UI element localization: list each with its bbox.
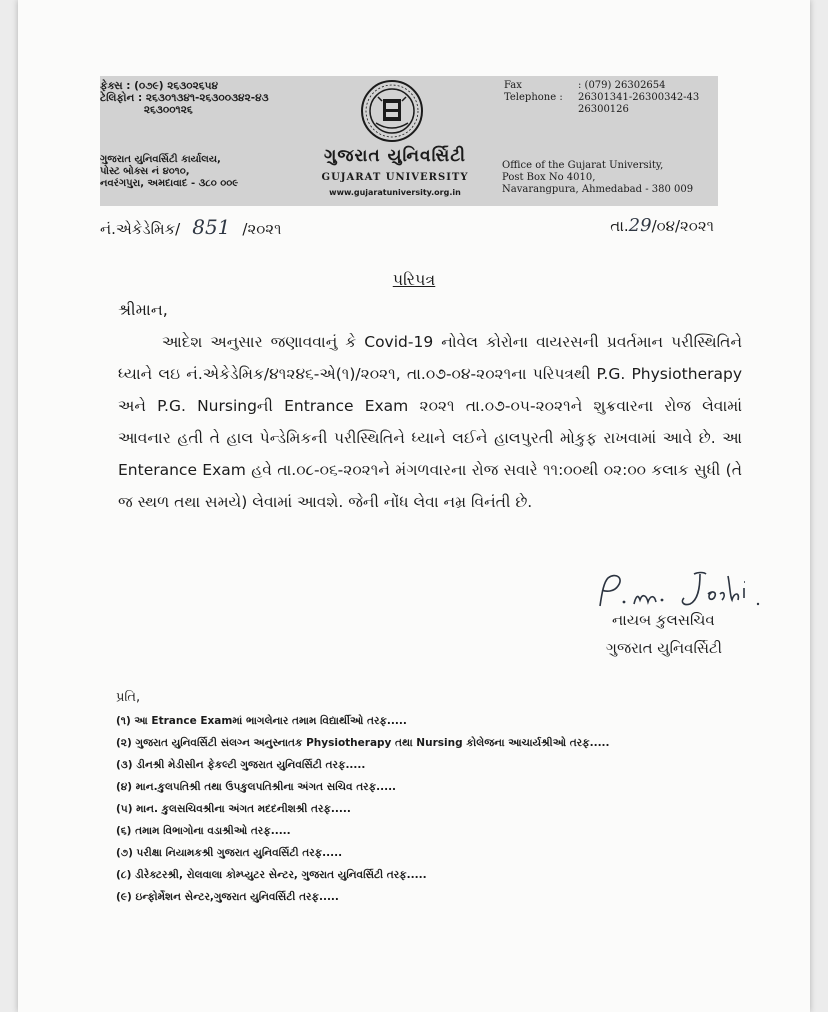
address-line: Post Box No 4010, [502, 172, 596, 183]
list-item: (૬) તમામ વિભાગોના વડાશ્રીઓ તરફ..... [116, 825, 291, 837]
circular-title-text: પરિપત્ર [392, 270, 436, 289]
reference-date [610, 215, 714, 236]
letterhead [100, 76, 718, 206]
list-item: (૩) ડીનશ્રી મેડીસીન ફેકલ્ટી ગુજરાત યુનિવર્સિટી તરફ..... [116, 759, 366, 771]
address-line: પોસ્ટ બોક્સ નં ૪૦૧૦, [100, 166, 190, 177]
fax-label: Fax [504, 80, 522, 91]
list-item: (૧) આ Etrance Examમાં ભાગલેનાર તમામ વિદ્યાર્થીઓ તરફ..... [116, 715, 407, 727]
fax-value: : (079) 26302654 [578, 80, 666, 91]
address-line: ગુજરાત યુનિવર્સિટી કાર્યાલય, [100, 154, 221, 165]
phone-line-gujarati-2: ૨૬૩૦૦૧૨૬ [100, 104, 193, 116]
telephone-value: 26301341-26300342-43 [578, 92, 700, 103]
reference-line [100, 213, 718, 239]
letterhead-address-gujarati [100, 154, 238, 190]
date-prefix: તા. [610, 217, 629, 235]
recipients-list [116, 710, 610, 908]
reference-handwritten-number: 851 [192, 215, 231, 239]
letterhead-contact-gujarati [100, 80, 269, 116]
university-name-english: GUJARAT UNIVERSITY [321, 172, 469, 183]
reference-suffix: /૨૦૨૧ [242, 220, 282, 238]
date-rest: /૦૪/૨૦૨૧ [651, 217, 714, 235]
address-line: Office of the Gujarat University, [502, 160, 664, 171]
list-item: (૨) ગુજરાત યુનિવર્સિટી સંલગ્ન અનુસ્નાતક Physiotherapy તથા Nursing કોલેજના આચાર્યશ્રીઓ તરફ..... [116, 737, 610, 749]
date-handwritten-day: 29 [628, 215, 652, 236]
telephone-value-2: 26300126 [578, 104, 629, 115]
list-item: (૫) માન. કુલસચિવશ્રીના અંગત મદદનીશશ્રી તરફ..... [116, 803, 351, 815]
recipients-heading: પ્રતિ, [116, 690, 141, 705]
reference-prefix: નં.એકેડેમિક/ [100, 220, 181, 238]
letterhead-contact-english [504, 80, 699, 116]
signatory-organization: ગુજરાત યુનિવર્સિટી [606, 639, 723, 657]
list-item: (૪) માન.કુલપતિશ્રી તથા ઉપકુલપતિશ્રીના અંગત સચિવ તરફ..... [116, 781, 397, 793]
university-seal-logo [352, 77, 432, 145]
salutation: શ્રીમાન, [118, 300, 168, 319]
telephone-label: Telephone : [504, 92, 563, 103]
letterhead-address-english [502, 160, 693, 196]
list-item: (૭) પરીક્ષા નિયામકશ્રી ગુજરાત યુનિવર્સિટી તરફ..... [116, 847, 343, 859]
reference-number [100, 215, 281, 239]
university-website: www.gujaratuniversity.org.in [329, 188, 461, 197]
signatory-title: નાયબ કુલસચિવ [612, 611, 715, 629]
list-item: (૯) ઇન્ફોર્મેશન સેન્ટર,ગુજરાત યુનિવર્સિટી તરફ..... [116, 891, 339, 903]
body-text: આદેશ અનુસાર જણાવવાનું કે Covid-19 નોવેલ કોરોના વાયરસની પ્રવર્તમાન પરીસ્થિતિને ધ્યાને લઇ નં.એકેડેમિક/૪૧૨૪૬-એ(૧)/૨૦૨૧, તા.૦૭-૦૪-૨૦૨૧ના પરિપત્રથી P.G. Physiotherapy અને P.G. Nursingની Entrance Exam ૨૦૨૧ તા.૦૭-૦૫-૨૦૨૧ને શુક્રવારના રોજ લેવામાં આવનાર હતી તે હાલ પેન્ડેમિકની પરીસ્થિતિને ધ્યાને લઈને હાલપુરતી મોકુફ રાખવામાં આવે છે. આ Enterance Exam હવે તા.૦૮-૦૬-૨૦૨૧ને મંગળવારના રોજ સવારે ૧૧:૦૦થી ૦૨:૦૦ કલાક સુધી (તે જ સ્થળ તથા સમયે) લેવામાં આવશે. જેની નોંધ લેવા નમ્ર વિનંતી છે. [118, 333, 742, 511]
fax-line-gujarati: ફેક્સ : (૦૭૯) ૨૬૩૦૨૬૫૪ [100, 80, 219, 92]
body-paragraph [118, 326, 742, 518]
handwritten-signature [594, 564, 774, 616]
address-line: નવરંગપુરા, અમદાવાદ - ૩૮૦ ૦૦૯ [100, 178, 239, 189]
phone-line-gujarati: ટેલિફોન : ૨૬૩૦૧૩૪૧-૨૬૩૦૦૩૪૨-૪૩ [100, 92, 269, 104]
university-name-gujarati: ગુજરાત યુનિવર્સિટી [323, 146, 467, 166]
address-line: Navarangpura, Ahmedabad - 380 009 [502, 184, 694, 195]
list-item: (૮) ડીરેક્ટરશ્રી, રોલવાલા કોમ્પ્યુટર સેન્ટર, ગુજરાત યુનિવર્સિટી તરફ..... [116, 869, 427, 881]
circular-title [0, 270, 828, 290]
